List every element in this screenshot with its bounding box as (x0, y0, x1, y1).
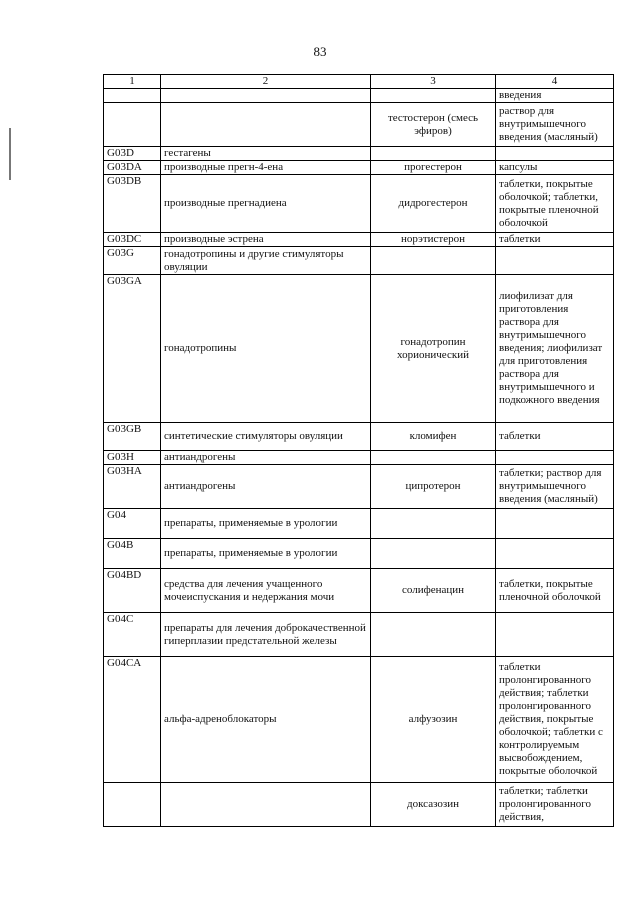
drug-code (104, 783, 161, 827)
group-name (161, 783, 371, 827)
table-row (104, 423, 614, 451)
substance: норэтистерон (371, 233, 496, 247)
drug-code: G04BD (104, 569, 161, 613)
group-name: препараты для лечения доброкачественной гиперплазии предстательной железы (161, 613, 371, 657)
substance: доксазозин (371, 783, 496, 827)
dosage-form: введения (496, 89, 614, 103)
substance (371, 613, 496, 657)
drug-code (104, 103, 161, 147)
drug-table (103, 74, 614, 827)
substance (371, 147, 496, 161)
drug-code: G03HA (104, 465, 161, 509)
substance: солифенацин (371, 569, 496, 613)
substance (371, 539, 496, 569)
drug-code: G04 (104, 509, 161, 539)
dosage-form: таблетки, покрытые пленочной оболочкой (496, 569, 614, 613)
dosage-form (496, 451, 614, 465)
substance: ципротерон (371, 465, 496, 509)
table-row (104, 175, 614, 233)
group-name (161, 103, 371, 147)
dosage-form (496, 147, 614, 161)
dosage-form (496, 539, 614, 569)
group-name: антиандрогены (161, 465, 371, 509)
margin-line (9, 128, 11, 180)
drug-code: G03H (104, 451, 161, 465)
dosage-form: таблетки (496, 423, 614, 451)
table-row (104, 539, 614, 569)
dosage-form: капсулы (496, 161, 614, 175)
table-row (104, 103, 614, 147)
dosage-form: таблетки, покрытые оболочкой; таблетки, покрытые пленочной оболочкой (496, 175, 614, 233)
dosage-form (496, 247, 614, 275)
drug-code: G03GA (104, 275, 161, 423)
table-row (104, 509, 614, 539)
substance: кломифен (371, 423, 496, 451)
group-name: препараты, применяемые в урологии (161, 509, 371, 539)
group-name: гонадотропины (161, 275, 371, 423)
substance: тестостерон (смесь эфиров) (371, 103, 496, 147)
table-header (104, 75, 614, 89)
drug-code: G03DC (104, 233, 161, 247)
table-row (104, 613, 614, 657)
drug-code: G03D (104, 147, 161, 161)
substance (371, 451, 496, 465)
table-row (104, 783, 614, 827)
dosage-form: таблетки пролонгированного действия; таблетки пролонгированного действия, покрытые оболочкой; таблетки с контролируемым высвобождением, покрытые оболочкой (496, 657, 614, 783)
substance: алфузозин (371, 657, 496, 783)
substance: прогестерон (371, 161, 496, 175)
group-name: производные эстрена (161, 233, 371, 247)
table-row (104, 161, 614, 175)
group-name: производные прегн-4-ена (161, 161, 371, 175)
table-row (104, 147, 614, 161)
drug-code: G04C (104, 613, 161, 657)
group-name: гестагены (161, 147, 371, 161)
substance (371, 89, 496, 103)
group-name: препараты, применяемые в урологии (161, 539, 371, 569)
group-name: средства для лечения учащенного мочеиспускания и недержания мочи (161, 569, 371, 613)
drug-code: G03DB (104, 175, 161, 233)
page-number: 83 (313, 44, 327, 59)
drug-code: G04CA (104, 657, 161, 783)
table-row (104, 569, 614, 613)
table-row (104, 233, 614, 247)
table-row (104, 247, 614, 275)
drug-code: G03DA (104, 161, 161, 175)
page-footer-space (0, 848, 640, 905)
column-header: 4 (496, 75, 614, 89)
drug-code (104, 89, 161, 103)
group-name (161, 89, 371, 103)
group-name: синтетические стимуляторы овуляции (161, 423, 371, 451)
drug-code: G03G (104, 247, 161, 275)
table-row (104, 89, 614, 103)
group-name: альфа-адреноблокаторы (161, 657, 371, 783)
group-name: антиандрогены (161, 451, 371, 465)
drug-code: G04B (104, 539, 161, 569)
dosage-form (496, 613, 614, 657)
substance: гонадотропин хорионический (371, 275, 496, 423)
group-name: гонадотропины и другие стимуляторы овуляции (161, 247, 371, 275)
table-row (104, 275, 614, 423)
table-row (104, 465, 614, 509)
substance (371, 509, 496, 539)
substance: дидрогестерон (371, 175, 496, 233)
dosage-form: таблетки; таблетки пролонгированного действия, (496, 783, 614, 827)
dosage-form: лиофилизат для приготовления раствора для внутримышечного введения; лиофилизат для приготовления раствора для внутримышечного и подкожного введения (496, 275, 614, 423)
table-row (104, 451, 614, 465)
column-header: 1 (104, 75, 161, 89)
dosage-form: таблетки (496, 233, 614, 247)
group-name: производные прегнадиена (161, 175, 371, 233)
drug-code: G03GB (104, 423, 161, 451)
column-header: 3 (371, 75, 496, 89)
dosage-form: таблетки; раствор для внутримышечного введения (масляный) (496, 465, 614, 509)
table-row (104, 657, 614, 783)
column-header: 2 (161, 75, 371, 89)
substance (371, 247, 496, 275)
dosage-form: раствор для внутримышечного введения (масляный) (496, 103, 614, 147)
dosage-form (496, 509, 614, 539)
